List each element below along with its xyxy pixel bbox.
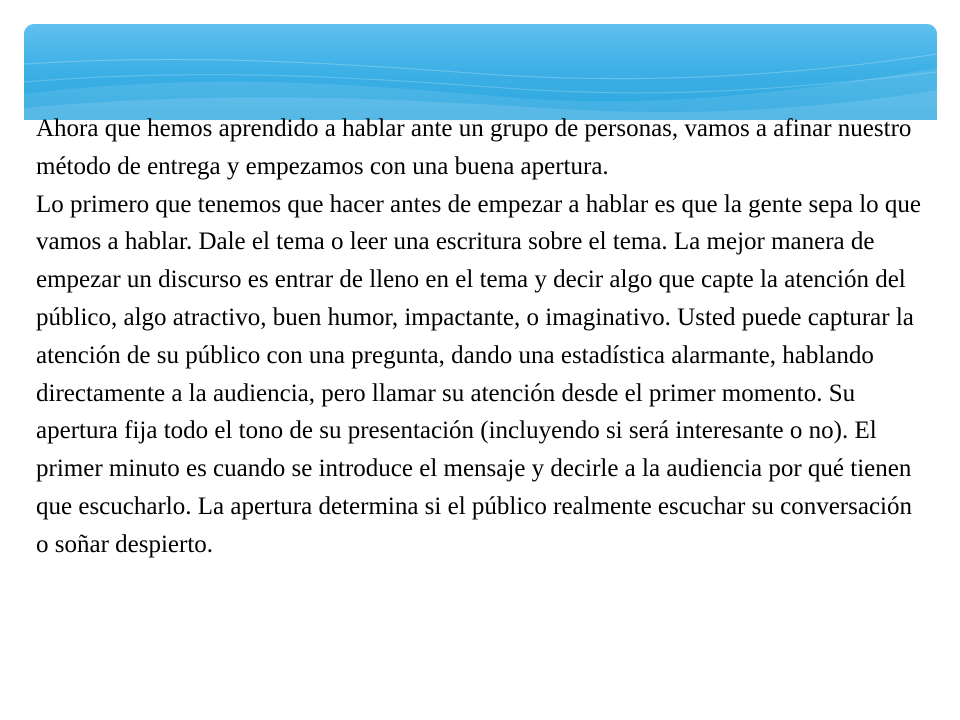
wave-decoration [24, 24, 937, 120]
body-text [36, 110, 926, 564]
paragraph-intro: Ahora que hemos aprendido a hablar ante un grupo de personas, vamos a afinar nuestro método de entrega y empezamos con una buena apertura. [36, 115, 912, 180]
header-band [24, 24, 937, 120]
paragraph-main: Lo primero que tenemos que hacer antes de empezar a hablar es que la gente sepa lo que vamos a hablar. Dale el tema o leer una escritura sobre el tema. La mejor manera de empezar un discurso es entrar de lleno en el tema y decir algo que capte la atención del público, algo atractivo, buen humor, impactante, o imaginativo. Usted puede capturar la atención de su público con una pregunta, dando una estadística alarmante, hablando directamente a la audiencia, pero llamar su atención desde el primer momento. Su apertura fija todo el tono de su presentación (incluyendo si será interesante o no). El primer minuto es cuando se introduce el mensaje y decirle a la audiencia por qué tienen que escucharlo. La apertura determina si el público realmente escuchar su conversación o soñar despierto. [36, 190, 922, 558]
